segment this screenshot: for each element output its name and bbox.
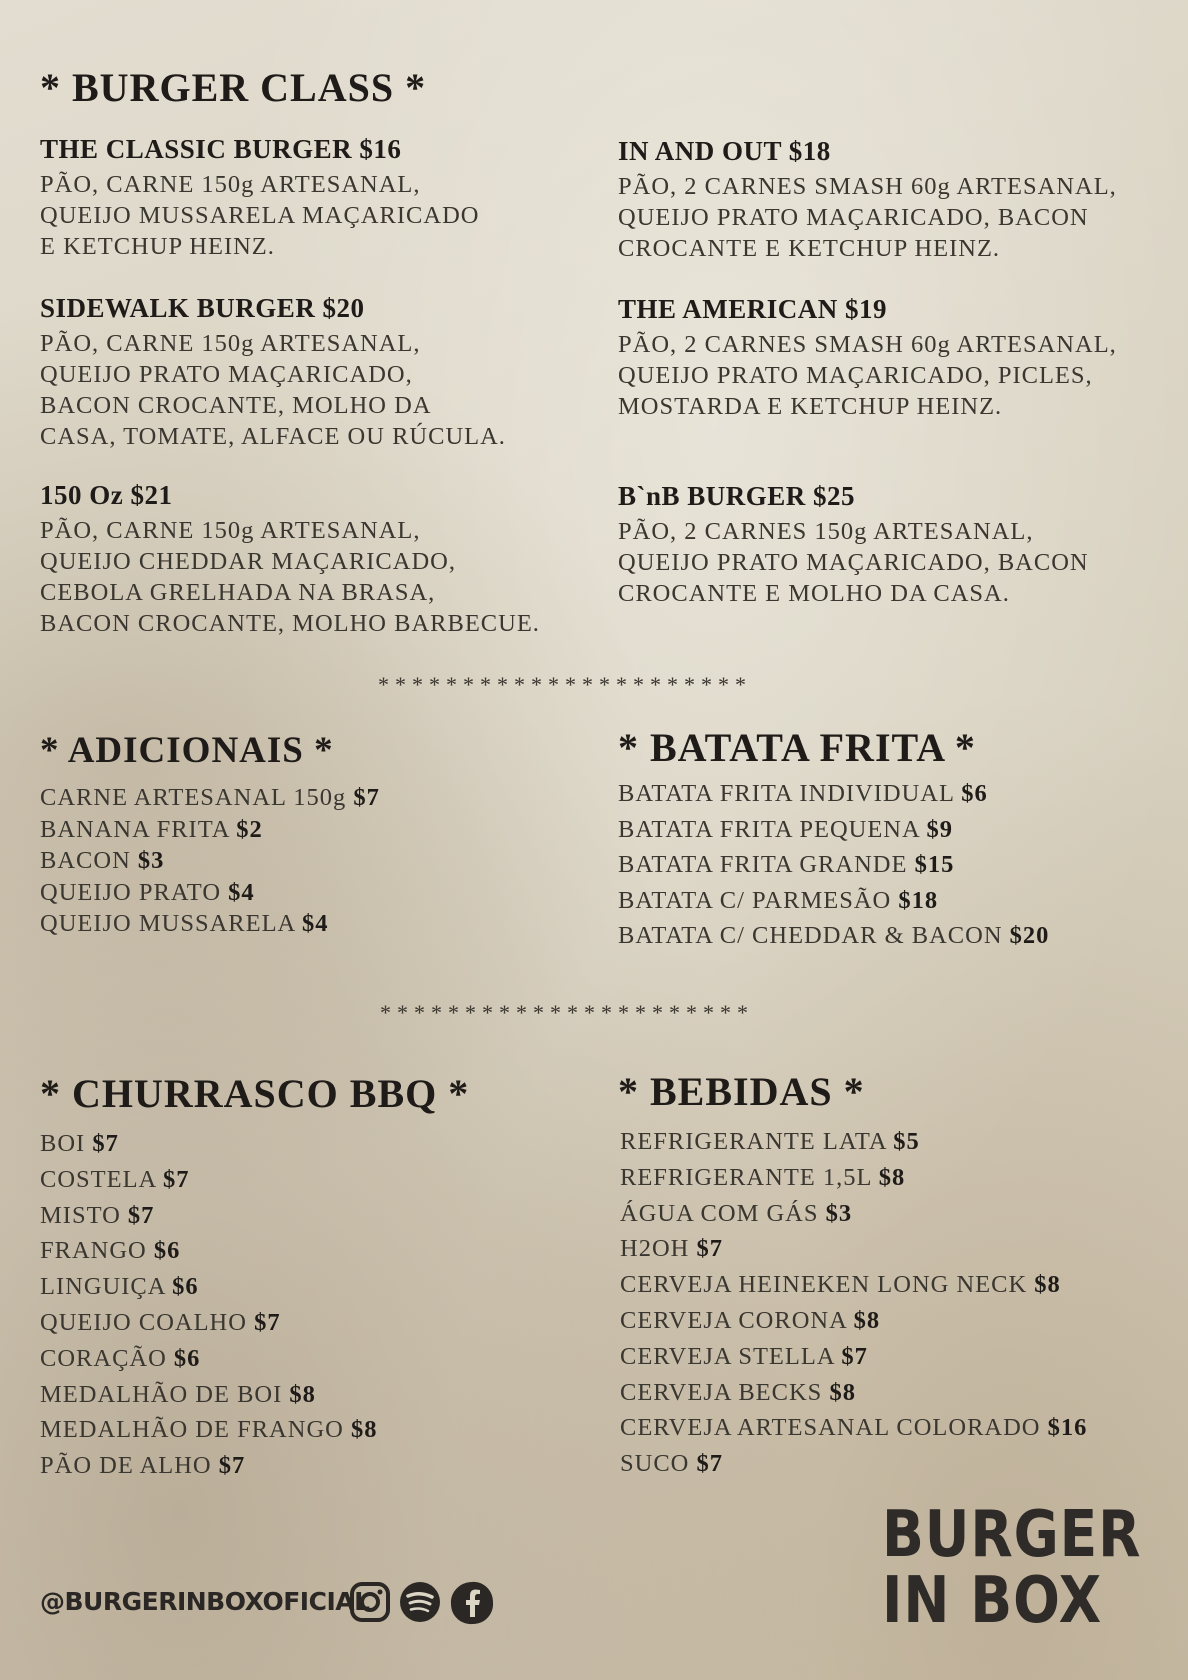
- burger-item: [618, 296, 1117, 422]
- list-item: CERVEJA CORONA $8: [620, 1306, 881, 1334]
- facebook-icon[interactable]: [448, 1579, 496, 1627]
- spotify-icon[interactable]: [398, 1580, 442, 1624]
- list-item: LINGUIÇA $6: [40, 1273, 199, 1301]
- list-item: MISTO $7: [40, 1201, 155, 1229]
- burger-desc-line: QUEIJO CHEDDAR MAÇARICADO,: [40, 548, 456, 575]
- burger-title: THE CLASSIC BURGER $16: [40, 134, 402, 164]
- list-item: CERVEJA HEINEKEN LONG NECK $8: [620, 1271, 1061, 1299]
- logo-line-1: BURGER: [882, 1498, 1142, 1572]
- burger-title: IN AND OUT $18: [618, 136, 831, 166]
- burger-desc-line: PÃO, CARNE 150g ARTESANAL,: [40, 171, 421, 198]
- list-item: ÁGUA COM GÁS $3: [620, 1199, 853, 1227]
- burger-title: SIDEWALK BURGER $20: [40, 293, 365, 323]
- logo-line-2: IN BOX: [882, 1564, 1103, 1638]
- list-item: SUCO $7: [620, 1450, 723, 1478]
- burger-desc-line: QUEIJO PRATO MAÇARICADO,: [40, 361, 413, 388]
- burger-desc-line: CEBOLA GRELHADA NA BRASA,: [40, 579, 436, 606]
- list-item: BATATA FRITA GRANDE $15: [618, 851, 955, 878]
- list-item: PÃO DE ALHO $7: [40, 1452, 246, 1480]
- burger-desc-line: E KETCHUP HEINZ.: [40, 233, 275, 260]
- list-item: REFRIGERANTE LATA $5: [620, 1128, 920, 1155]
- section-heading-burger-class: * BURGER CLASS *: [40, 65, 427, 110]
- burger-desc-line: CROCANTE E MOLHO DA CASA.: [618, 580, 1010, 607]
- burger-desc-line: QUEIJO PRATO MAÇARICADO, BACON: [618, 204, 1089, 231]
- list-item: QUEIJO COALHO $7: [40, 1308, 281, 1336]
- list-item: QUEIJO PRATO $4: [40, 878, 255, 906]
- burger-desc-line: QUEIJO MUSSARELA MAÇARICADO: [40, 202, 480, 229]
- list-item: CERVEJA ARTESANAL COLORADO $16: [620, 1414, 1088, 1442]
- bebidas-list: [620, 1124, 1087, 1482]
- list-item: CERVEJA STELLA $7: [620, 1342, 868, 1370]
- section-heading-adicionais: * ADICIONAIS *: [40, 730, 334, 771]
- section-heading-batata-frita: * BATATA FRITA *: [618, 725, 976, 770]
- section-heading-churrasco: * CHURRASCO BBQ *: [40, 1071, 470, 1116]
- burger-title: THE AMERICAN $19: [618, 294, 888, 324]
- list-item: BOI $7: [40, 1130, 119, 1157]
- social-handle[interactable]: @BURGERINBOXOFICIAL: [40, 1587, 370, 1616]
- burger-desc-line: QUEIJO PRATO MAÇARICADO, PICLES,: [618, 362, 1093, 389]
- burger-desc-line: BACON CROCANTE, MOLHO DA: [40, 392, 432, 419]
- list-item: CORAÇÃO $6: [40, 1344, 201, 1372]
- burger-item: [618, 483, 1089, 609]
- list-item: BATATA C/ PARMESÃO $18: [618, 886, 939, 914]
- burger-desc-line: PÃO, CARNE 150g ARTESANAL,: [40, 517, 421, 544]
- star-separator: **********************: [378, 672, 752, 697]
- list-item: BATATA FRITA PEQUENA $9: [618, 815, 953, 843]
- list-item: COSTELA $7: [40, 1165, 190, 1193]
- list-item: BACON $3: [40, 847, 165, 874]
- list-item: CERVEJA BECKS $8: [620, 1378, 856, 1406]
- burger-item: [40, 295, 506, 452]
- star-separator: **********************: [380, 1000, 754, 1025]
- list-item: FRANGO $6: [40, 1237, 181, 1265]
- burger-title: 150 Oz $21: [40, 480, 173, 510]
- brand-logo: [882, 1498, 1142, 1638]
- list-item: REFRIGERANTE 1,5L $8: [620, 1163, 906, 1191]
- burger-desc-line: QUEIJO PRATO MAÇARICADO, BACON: [618, 549, 1089, 576]
- burger-desc-line: PÃO, 2 CARNES SMASH 60g ARTESANAL,: [618, 331, 1117, 358]
- burger-desc-line: PÃO, 2 CARNES 150g ARTESANAL,: [618, 518, 1034, 545]
- burger-desc-line: BACON CROCANTE, MOLHO BARBECUE.: [40, 610, 540, 637]
- burger-item: [40, 482, 540, 639]
- burger-desc-line: MOSTARDA E KETCHUP HEINZ.: [618, 393, 1003, 420]
- burger-title: B`nB BURGER $25: [618, 481, 856, 511]
- burger-desc-line: PÃO, 2 CARNES SMASH 60g ARTESANAL,: [618, 173, 1117, 200]
- burger-desc-line: PÃO, CARNE 150g ARTESANAL,: [40, 330, 421, 357]
- adicionais-list: [40, 782, 380, 940]
- list-item: QUEIJO MUSSARELA $4: [40, 910, 329, 937]
- list-item: MEDALHÃO DE FRANGO $8: [40, 1416, 378, 1444]
- churrasco-list: [40, 1126, 377, 1484]
- list-item: H2OH $7: [620, 1235, 723, 1263]
- burger-item: [40, 136, 479, 262]
- batata-list: [618, 776, 1049, 954]
- list-item: CARNE ARTESANAL 150g $7: [40, 784, 380, 811]
- instagram-icon[interactable]: [348, 1580, 392, 1624]
- burger-item: [618, 138, 1117, 264]
- list-item: MEDALHÃO DE BOI $8: [40, 1380, 316, 1408]
- burger-desc-line: CASA, TOMATE, ALFACE OU RÚCULA.: [40, 423, 506, 450]
- burger-desc-line: CROCANTE E KETCHUP HEINZ.: [618, 235, 1001, 262]
- list-item: BANANA FRITA $2: [40, 815, 263, 843]
- list-item: BATATA C/ CHEDDAR & BACON $20: [618, 922, 1050, 949]
- list-item: BATATA FRITA INDIVIDUAL $6: [618, 780, 988, 807]
- section-heading-bebidas: * BEBIDAS *: [618, 1069, 865, 1114]
